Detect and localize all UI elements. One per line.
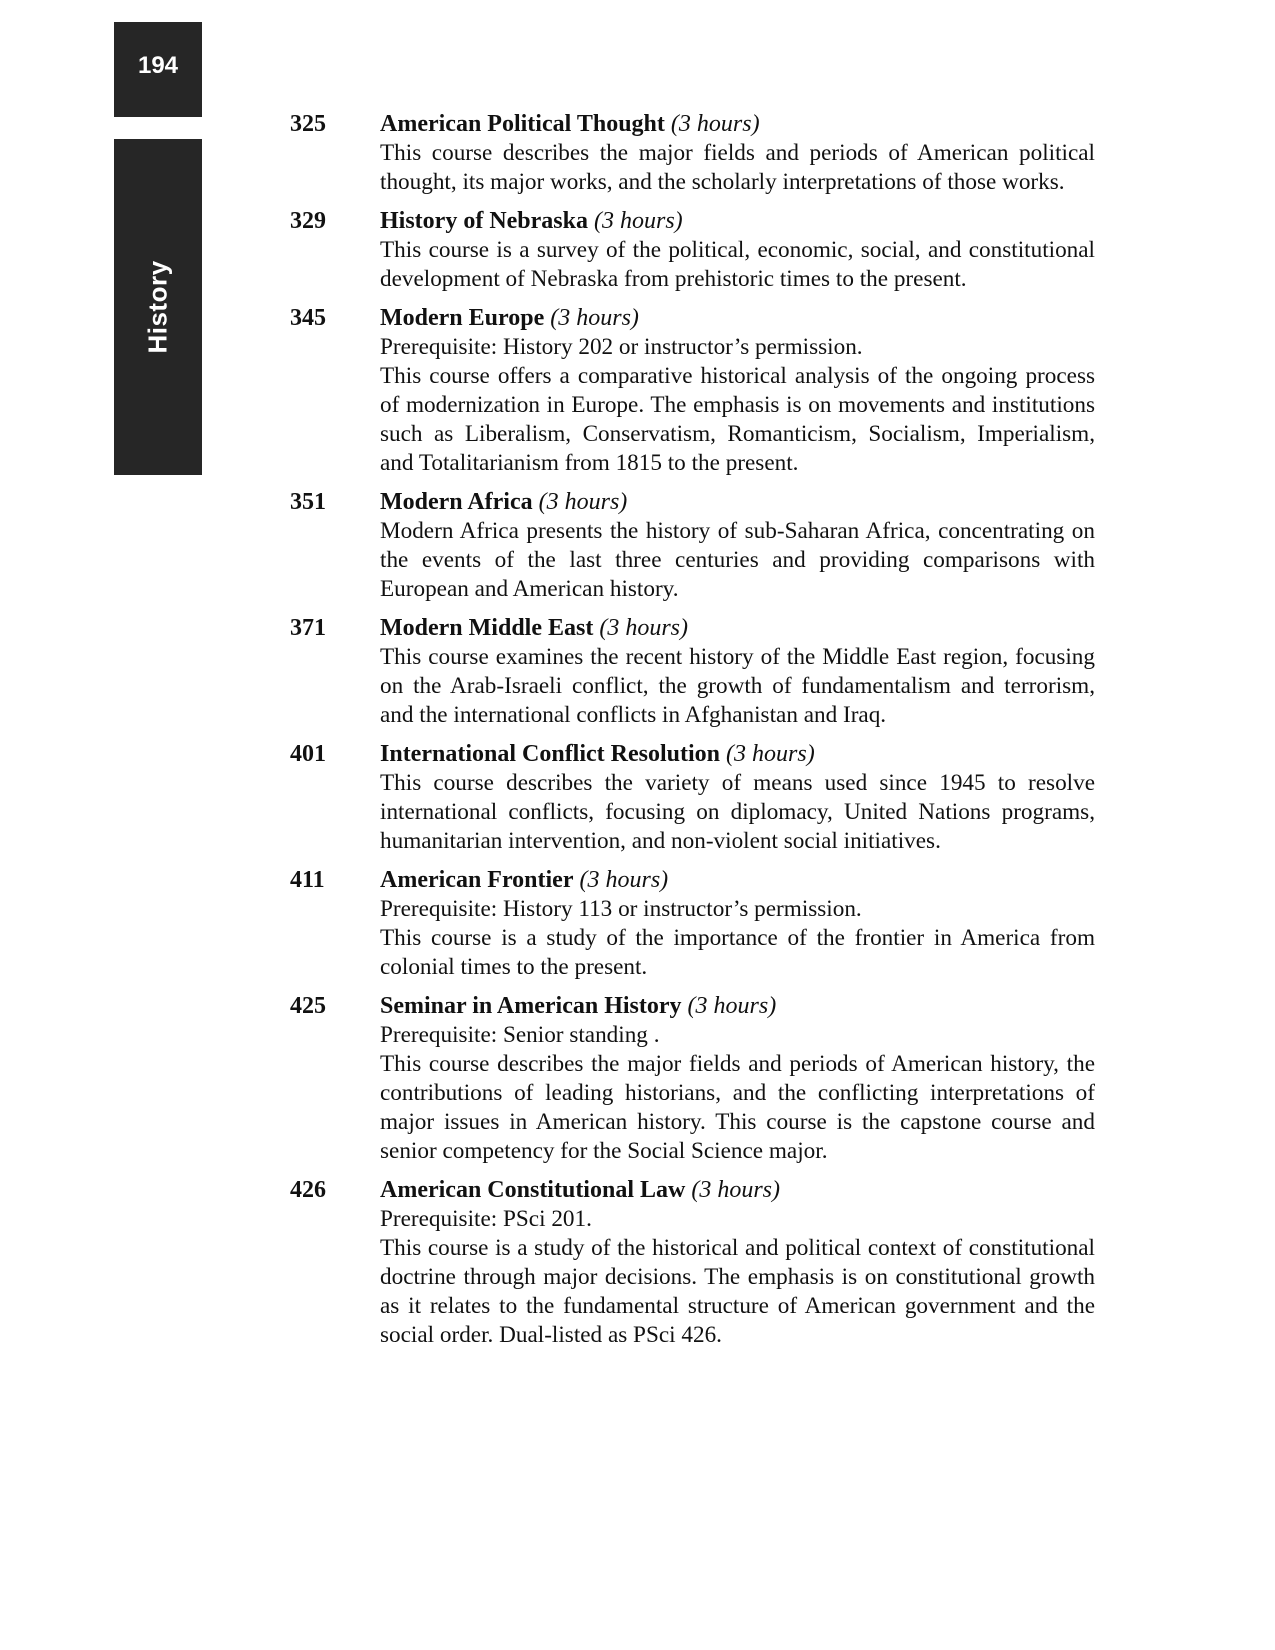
course-description: This course offers a comparative historical analysis of the ongoing process of modernization in Europe. The emphasis is on movements and institutions such as Liberalism, Conservatism, Romanticism, Socialism, Imperialism, and Totalitarianism from 1815 to the present. — [380, 363, 1095, 476]
course-list — [290, 110, 1095, 1350]
course-heading — [380, 992, 1095, 1021]
course-heading — [380, 304, 1095, 333]
course-description: Modern Africa presents the history of sub-Saharan Africa, concentrating on the events of the last three centuries and providing comparisons with European and American history. — [380, 518, 1095, 602]
course-hours: (3 hours) — [538, 489, 628, 515]
course-description: This course describes the major fields and periods of American history, the contributions of leading historians, and the conflicting interpretations of major issues in American history. This course is the capstone course and senior competency for the Social Science major. — [380, 1051, 1095, 1164]
course-entry — [290, 110, 1095, 197]
page-number-tab — [114, 22, 202, 117]
course-number: 329 — [290, 208, 326, 234]
course-description: This course describes the major fields and periods of American political thought, its major works, and the scholarly interpretations of those works. — [380, 140, 1095, 195]
course-entry — [290, 866, 1095, 982]
course-entry — [290, 488, 1095, 604]
course-hours: (3 hours) — [726, 741, 815, 767]
course-title: American Constitutional Law — [380, 1177, 686, 1203]
course-title: American Political Thought — [380, 111, 665, 137]
course-heading — [380, 207, 1095, 236]
course-description: This course examines the recent history of the Middle East region, focusing on the Arab-Israeli conflict, the growth of fundamentalism and terrorism, and the international conflicts in Afghanistan and Iraq. — [380, 644, 1095, 728]
course-title: Seminar in American History — [380, 993, 682, 1019]
course-entry — [290, 992, 1095, 1166]
course-title: Modern Middle East — [380, 615, 594, 641]
course-description: This course describes the variety of means used since 1945 to resolve international conflicts, focusing on diplomacy, United Nations programs, humanitarian intervention, and non-violent social initiatives. — [380, 770, 1095, 854]
course-hours: (3 hours) — [579, 867, 669, 893]
course-title: Modern Europe — [380, 305, 545, 331]
course-heading — [380, 488, 1095, 517]
course-entry — [290, 740, 1095, 856]
course-heading — [380, 1176, 1095, 1205]
course-description: This course is a survey of the political, economic, social, and constitutional development of Nebraska from prehistoric times to the present. — [380, 237, 1095, 292]
course-prerequisite: Prerequisite: Senior standing . — [380, 1022, 660, 1048]
course-number: 426 — [290, 1177, 326, 1203]
course-hours: (3 hours) — [550, 305, 639, 331]
course-number: 401 — [290, 741, 326, 767]
course-heading — [380, 740, 1095, 769]
course-heading — [380, 110, 1095, 139]
course-number: 371 — [290, 615, 326, 641]
course-entry — [290, 207, 1095, 294]
course-title: American Frontier — [380, 867, 574, 893]
course-heading — [380, 614, 1095, 643]
course-description: This course is a study of the historical and political context of constitutional doctrine through major decisions. The emphasis is on constitutional growth as it relates to the fundamental structure of American government and the social order. Dual-listed as PSci 426. — [380, 1235, 1095, 1348]
course-entry — [290, 304, 1095, 478]
course-hours: (3 hours) — [670, 111, 760, 137]
course-entry — [290, 614, 1095, 730]
course-description: This course is a study of the importance of the frontier in America from colonial times to the present. — [380, 925, 1095, 980]
course-prerequisite: Prerequisite: History 202 or instructor’s permission. — [380, 334, 863, 360]
course-prerequisite: Prerequisite: History 113 or instructor’s permission. — [380, 896, 862, 922]
course-number: 345 — [290, 305, 326, 331]
course-hours: (3 hours) — [687, 993, 777, 1019]
course-entry — [290, 1176, 1095, 1350]
course-title: History of Nebraska — [380, 208, 588, 234]
section-tab — [114, 139, 202, 475]
course-hours: (3 hours) — [593, 208, 683, 234]
section-label: History — [142, 260, 173, 354]
course-title: International Conflict Resolution — [380, 741, 721, 767]
course-number: 425 — [290, 993, 326, 1019]
page-number: 194 — [137, 52, 179, 79]
course-number: 325 — [290, 111, 326, 137]
course-number: 351 — [290, 489, 326, 515]
course-prerequisite: Prerequisite: PSci 201. — [380, 1206, 592, 1232]
course-hours: (3 hours) — [599, 615, 688, 641]
course-number: 411 — [290, 867, 325, 893]
course-hours: (3 hours) — [691, 1177, 781, 1203]
course-heading — [380, 866, 1095, 895]
course-title: Modern Africa — [380, 489, 533, 515]
